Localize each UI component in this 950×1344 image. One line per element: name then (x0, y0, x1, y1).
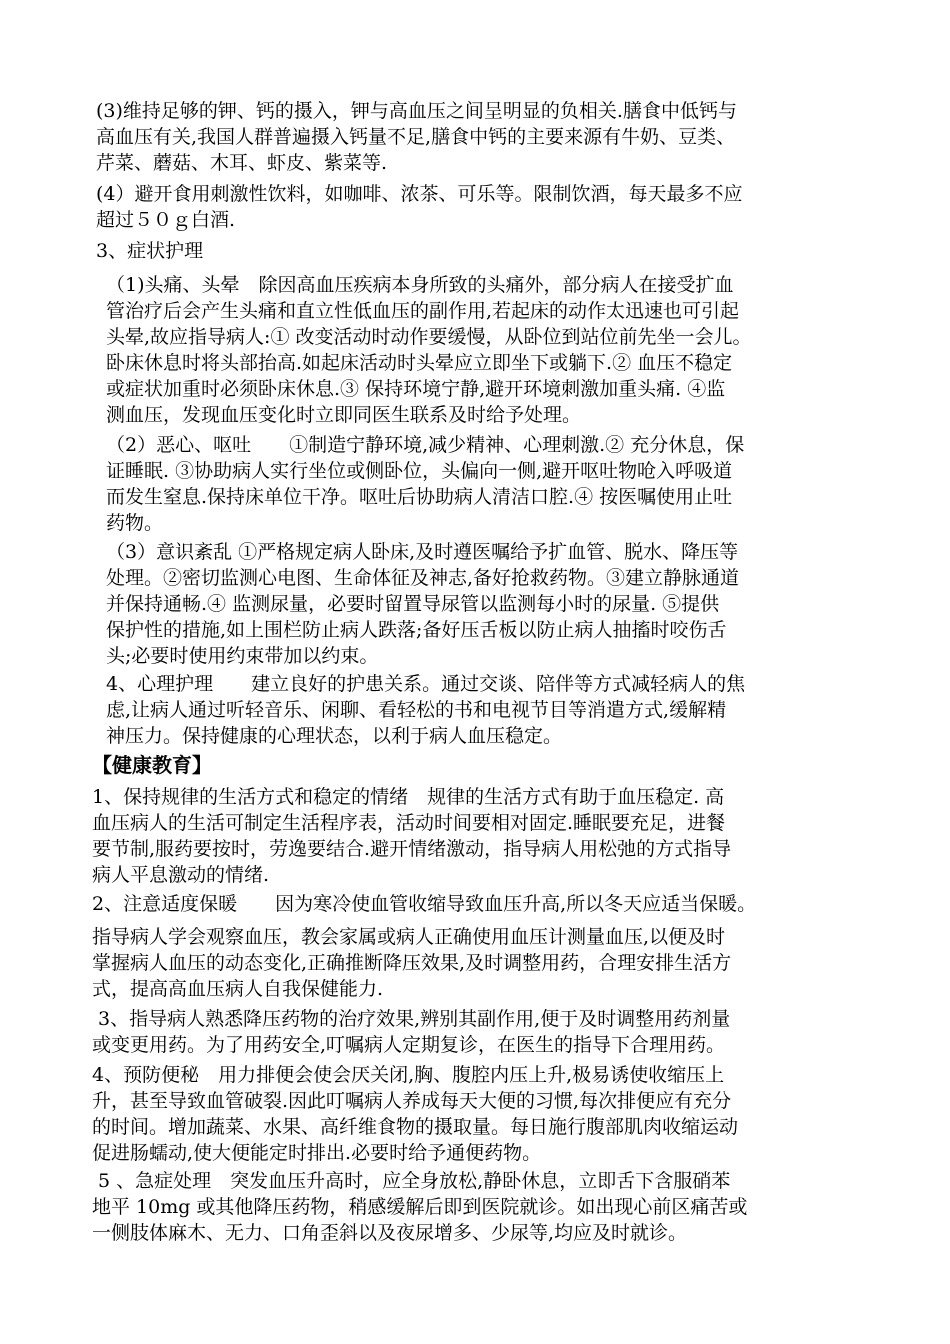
paragraph-regular-lifestyle: 1、保持规律的生活方式和稳定的情绪 规律的生活方式有助于血压稳定. 高 血压病人的生活可制定生活程序表，活动时间要相对固定.睡眠要充足，进餐 要节制,服药要按时，劳逸要结合.避开情绪激动，指导病人用松弛的方式指导 病人平息激动的情绪. (92, 786, 732, 886)
paragraph-keep-warm: 2、注意适度保暖 因为寒冷使血管收缩导致血压升高,所以冬天应适当保暖。 (92, 893, 757, 915)
paragraph-avoid-stimulating-drinks: (4）避开食用刺激性饮料，如咖啡、浓茶、可乐等。限制饮酒，每天最多不应 超过５０ｇ白酒. (96, 183, 743, 231)
paragraph-nausea-vomiting: （2）恶心、呕吐 ①制造宁静环境,减少精神、心理刺激.② 充分休息，保 证睡眠. ③协助病人实行坐位或侧卧位，头偏向一侧,避开呕吐物呛入呼吸道 而发生窒息.保持床单位干净。呕吐后协助病人清洁口腔.④ 按医嘱使用止吐 药物。 (106, 434, 745, 534)
paragraph-prevent-constipation: 4、预防便秘 用力排便会使会厌关闭,胸、腹腔内压上升,极易诱使收缩压上 升，甚至导致血管破裂.因此叮嘱病人养成每天大便的习惯,每次排便应有充分 的时间。增加蔬菜、水果、高纤维食物的摄取量。每日施行腹部肌肉收缩运动 促进肠蠕动,使大便能定时排出.必要时给予通便药物。 (92, 1064, 739, 1164)
paragraph-monitor-blood-pressure: 指导病人学会观察血压，教会家属或病人正确使用血压计测量血压,以便及时 掌握病人血压的动态变化,正确推断降压效果,及时调整用药，合理安排生活方 式，提高高血压病人自我保健能力. (92, 926, 732, 1000)
paragraph-medication-guidance: 3、指导病人熟悉降压药物的治疗效果,辨别其副作用,便于及时调整用药剂量 或变更用药。为了用药安全,叮嘱病人定期复诊，在医生的指导下合理用药。 (92, 1008, 731, 1056)
paragraph-headache-dizziness: （1)头痛、头晕 除因高血压疾病本身所致的头痛外，部分病人在接受扩血 管治疗后会产生头痛和直立性低血压的副作用,若起床的动作太迅速也可引起 头晕,故应指导病人:① 改变活动时动作要缓慢，从卧位到站位前先坐一会儿。 卧床休息时将头部抬高.如起床活动时头晕应立即坐下或躺下.② 血压不稳定 或症状加重时必须卧床休息.③ 保持环境宁静,避开环境刺激加重头痛. ④监 测血压，发现血压变化时立即同医生联系及时给予处理。 (106, 274, 752, 426)
paragraph-potassium-calcium: (3)维持足够的钾、钙的摄入，钾与高血压之间呈明显的负相关.膳食中低钙与 高血压有关,我国人群普遍摄入钙量不足,膳食中钙的主要来源有牛奶、豆类、 芹菜、蘑菇、木耳、虾皮、紫菜等. (96, 100, 737, 174)
paragraph-psychological-care: 4、心理护理 建立良好的护患关系。通过交谈、陪伴等方式减轻病人的焦 虑,让病人通过听轻音乐、闲聊、看轻松的书和电视节目等消遣方式,缓解精 神压力。保持健康的心理状态，以利于病人血压稳定。 (106, 673, 746, 747)
section-heading-health-education: 【健康教育】 (92, 753, 212, 777)
section-heading-symptom-care: 3、症状护理 (96, 240, 204, 262)
paragraph-consciousness-disorder: （3）意识紊乱 ①严格规定病人卧床,及时遵医嘱给予扩血管、脱水、降压等 处理。②密切监测心电图、生命体征及神志,备好抢救药物。③建立静脉通道 并保持通畅.④ 监测尿量，必要时留置导尿管以监测每小时的尿量. ⑤提供 保护性的措施,如上围栏防止病人跌落;备好压舌板以防止病人抽搐时咬伤舌 头;必要时使用约束带加以约束。 (106, 541, 740, 667)
paragraph-emergency-handling: 5 、急症处理 突发血压升高时，应全身放松,静卧休息，立即舌下含服硝苯 地平 10mg 或其他降压药物，稍感缓解后即到医院就诊。如出现心前区痛苦或 一侧肢体麻木、无力、口角歪斜以及夜尿增多、少尿等,均应及时就诊。 (92, 1170, 748, 1244)
